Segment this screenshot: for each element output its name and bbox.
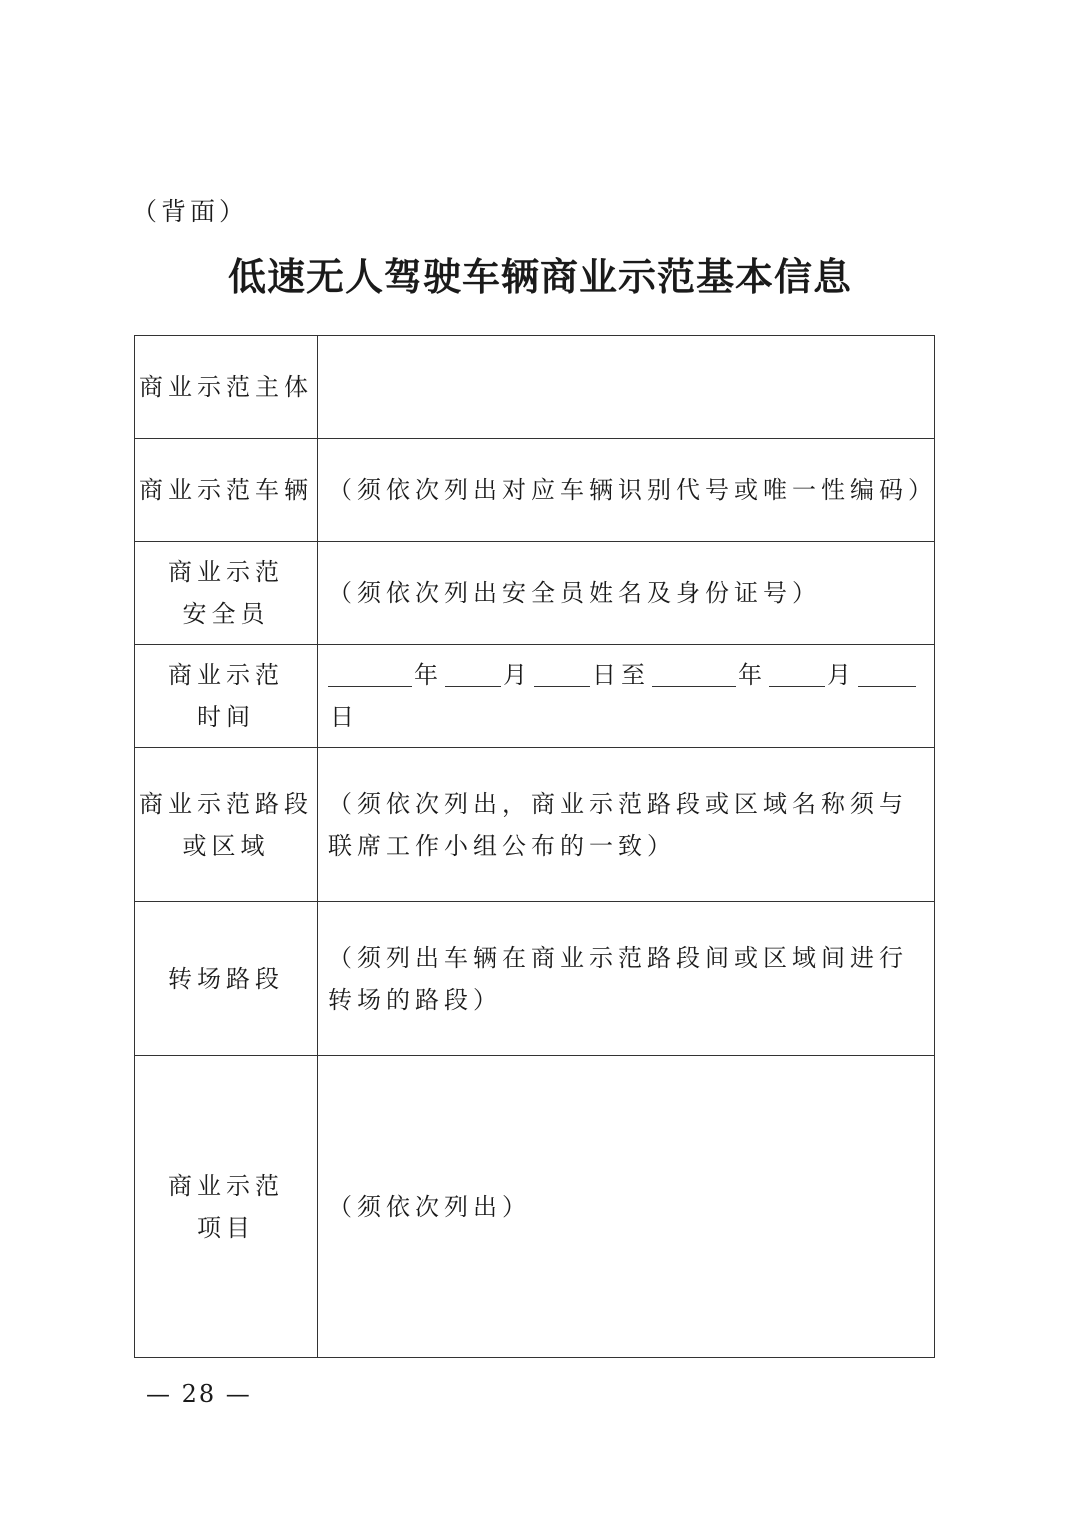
table-row [135,336,935,439]
row-label-safety-officer [135,542,318,645]
row-value-subject[interactable] [318,336,935,439]
table-row [135,902,935,1056]
day-blank[interactable] [534,658,590,687]
end-day-unit: 日 [330,703,359,731]
end-year-unit: 年 [738,661,767,689]
row-label-vehicles: 商业示范车辆 [135,439,318,542]
document-title: 低速无人驾驶车辆商业示范基本信息 [227,255,852,299]
month-blank[interactable] [445,658,501,687]
row-value-transfer-route[interactable]: （须列出车辆在商业示范路段间或区域间进行转场的路段） [318,902,935,1056]
end-month-unit: 月 [827,661,856,689]
page-number: — 28 — [146,1380,252,1408]
table-row [135,748,935,902]
page-side-label: （背面） [132,197,249,226]
end-month-blank[interactable] [769,658,825,687]
label-text: 商业示范项目 [168,1171,284,1242]
row-label-subject: 商业示范主体 [135,336,318,439]
row-label-time [135,645,318,748]
row-label-transfer-route: 转场路段 [135,902,318,1056]
month-unit: 月 [503,661,532,689]
day-to-unit: 日至 [592,661,650,689]
row-value-projects[interactable]: （须依次列出） [318,1056,935,1358]
table-row [135,645,935,748]
row-value-vehicles[interactable]: （须依次列出对应车辆识别代号或唯一性编码） [318,439,935,542]
info-table [134,335,935,1358]
label-text: 商业示范时间 [168,661,284,731]
row-value-time[interactable] [318,645,935,748]
table-row [135,1056,935,1358]
row-label-projects [135,1056,318,1358]
end-year-blank[interactable] [652,658,736,687]
table-row [135,542,935,645]
row-value-route[interactable]: （须依次列出，商业示范路段或区域名称须与联席工作小组公布的一致） [318,748,935,902]
label-text: 商业示范安全员 [168,558,284,628]
row-value-safety-officer[interactable]: （须依次列出安全员姓名及身份证号） [318,542,935,645]
end-day-blank[interactable] [858,658,916,687]
row-label-route: 商业示范路段或区域 [135,748,318,902]
year-unit: 年 [414,661,443,689]
table-row [135,439,935,542]
year-blank[interactable] [328,658,412,687]
